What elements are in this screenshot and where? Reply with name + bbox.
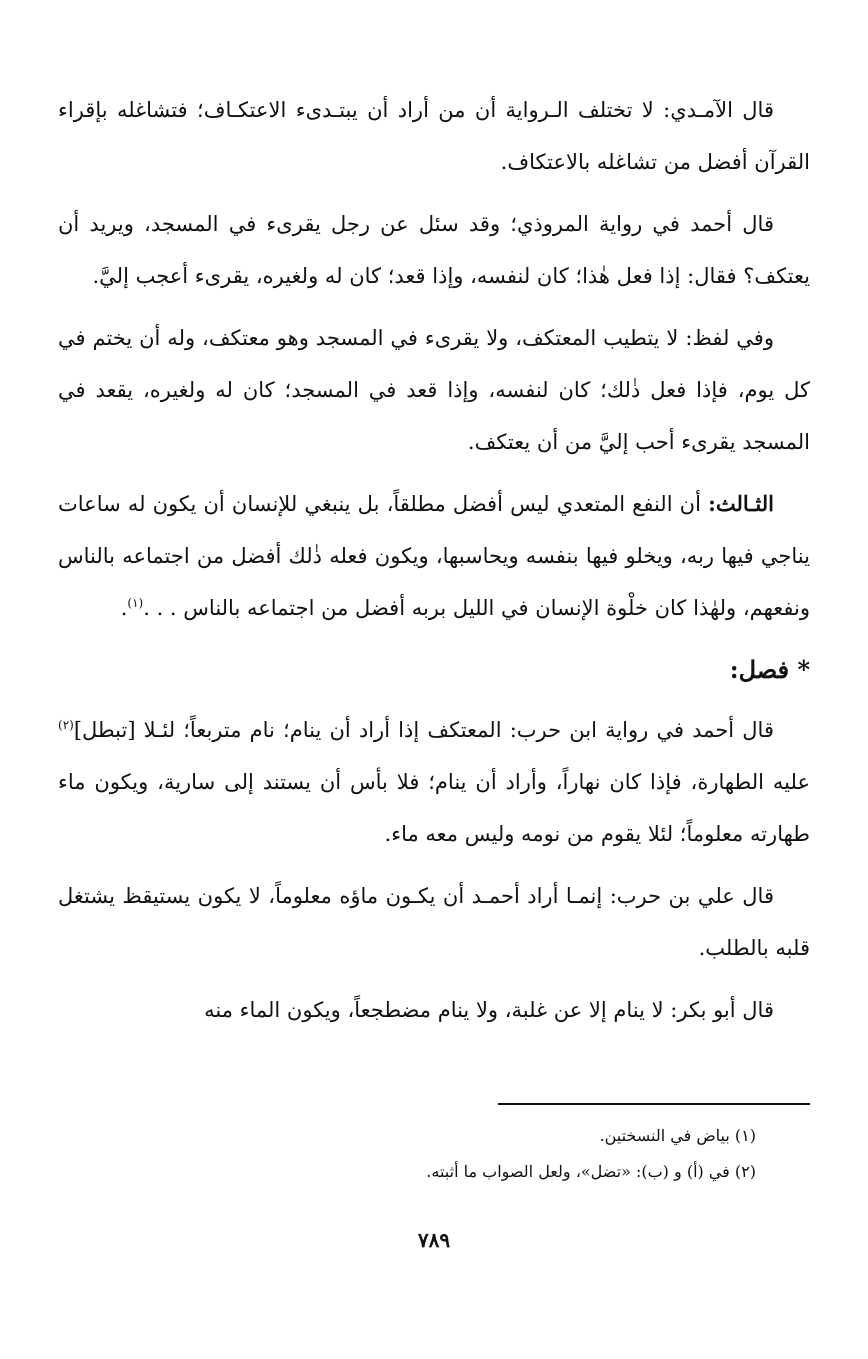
paragraph-text: قال أحمد في رواية المروذي؛ وقد سئل عن رجل يقرىء في المسجد، ويريد أن يعتكف؟ فقال: إذا فعل هٰذا؛ كان لنفسه، وإذا قعد؛ كان له ولغيره، يقرىء أعجب إليَّ. [58, 212, 810, 288]
footnote-2: (٢) في (أ) و (ب): «تضل»، ولعل الصواب ما أثبته. [426, 1162, 756, 1181]
footnote-ref-1[interactable]: (١) [127, 596, 144, 610]
paragraph-ali-ibn-harb [58, 870, 810, 974]
footnote-divider [498, 1103, 810, 1105]
footnote-1: (١) بياض في النسختين. [599, 1126, 756, 1145]
section-heading: * فصل: [729, 655, 810, 684]
footnotes [116, 1118, 756, 1190]
paragraph-abu-bakr [58, 984, 810, 1036]
paragraph-text: قال أبو بكر: لا ينام إلا عن غلبة، ولا ينام مضطجعاً، ويكون الماء منه [204, 998, 774, 1022]
paragraph-text: قال الآمـدي: لا تختلف الـرواية أن من أراد أن يبتـدىء الاعتكـاف؛ فتشاغله بإقراء القرآن أفضل من تشاغله بالاعتكاف. [58, 98, 810, 174]
paragraph-text: أن النفع المتعدي ليس أفضل مطلقاً، بل ينبغي للإنسان أن يكون له ساعات يناجي فيها ربه، ويخلو فيها بنفسه ويحاسبها، ويكون فعله ذٰلك أفضل من اجتماعه بالناس ونفعهم، ولهٰذا كان خلْوة الإنسان في الليل بربه أفضل من اجتماعه بالناس . . . [58, 492, 810, 620]
paragraph-text: قال أحمد في رواية ابن حرب: المعتكف إذا أراد أن ينام؛ نام متربعاً؛ لئـلا [تبطل] [73, 718, 774, 742]
page-body [58, 84, 810, 1042]
paragraph-amidi [58, 84, 810, 188]
paragraph-text: وفي لفظ: لا يتطيب المعتكف، ولا يقرىء في المسجد وهو معتكف، وله أن يختم في كل يوم، فإذا فعل ذٰلك؛ كان لنفسه، وإذا قعد في المسجد؛ كان له ولغيره، يقعد في المسجد يقرىء أحب إليَّ من أن يعتكف. [58, 326, 810, 454]
paragraph-tail: . [120, 596, 128, 620]
paragraph-third [58, 478, 810, 634]
paragraph-text-continued: عليه الطهارة، فإذا كان نهاراً، وأراد أن ينام؛ فلا بأس أن يستند إلى سارية، ويكون ماء طهارته معلوماً؛ لئلا يقوم من نومه وليس معه ماء. [58, 770, 810, 846]
paragraph-marwazi [58, 198, 810, 302]
paragraph-text: قال علي بن حرب: إنمـا أراد أحمـد أن يكـون ماؤه معلوماً، لا يكون يستيقظ يشتغل قلبه بالطلب. [58, 884, 810, 960]
paragraph-another-wording [58, 312, 810, 468]
footnote-ref-2[interactable]: (٢) [58, 718, 74, 732]
paragraph-ibn-harb [58, 704, 810, 860]
page-number: ٧٨٩ [417, 1228, 451, 1252]
paragraph-lead: الثـالث: [708, 491, 774, 516]
